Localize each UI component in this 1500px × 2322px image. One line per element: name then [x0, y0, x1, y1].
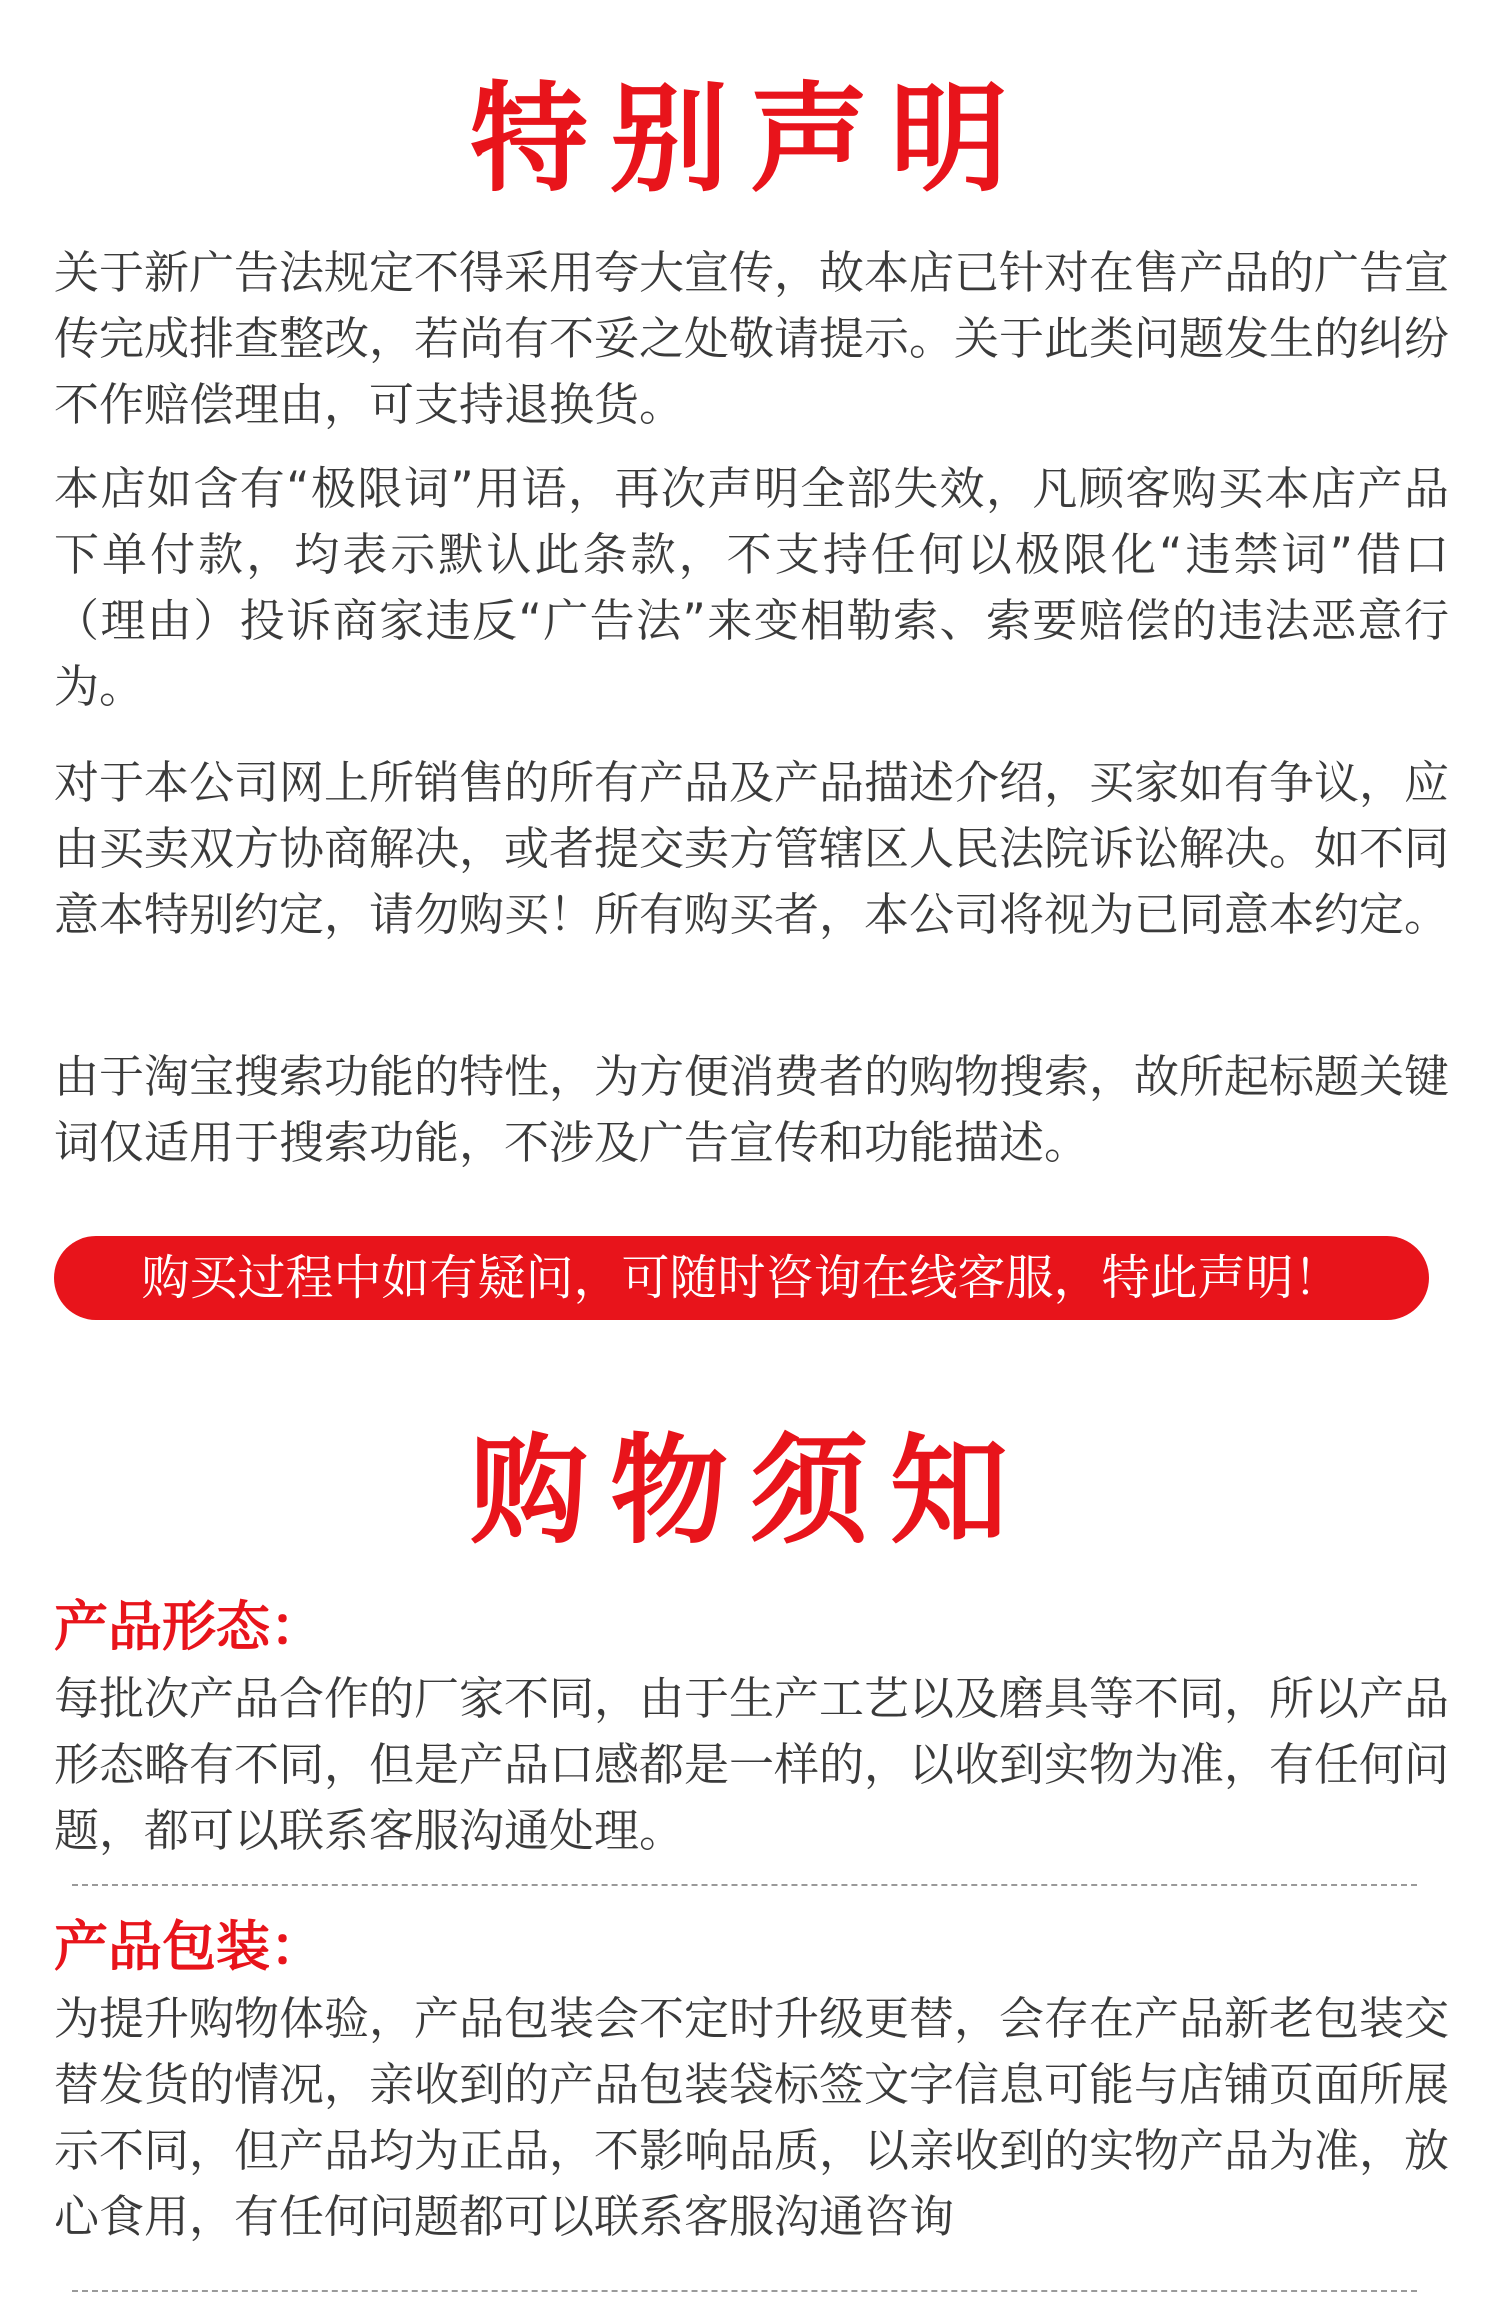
declaration-title: 特别声明 — [469, 70, 1030, 208]
declaration-paragraph-3: 对于本公司网上所销售的所有产品及产品描述介绍，买家如有争议，应由买卖双方协商解决，或者提交卖方管辖区人民法院诉讼解决。如不同意本特别约定，请勿购买！所有购买者，本公司将视为已同意本约定。 — [54, 756, 1450, 941]
declaration-paragraph-4: 由于淘宝搜索功能的特性，为方便消费者的购物搜索，故所起标题关键词仅适用于搜索功能，不涉及广告宣传和功能描述。 — [54, 1050, 1450, 1169]
shopping-notice-title: 购物须知 — [469, 1422, 1030, 1560]
section-divider — [72, 2290, 1417, 2292]
section-text-product-form: 每批次产品合作的厂家不同，由于生产工艺以及磨具等不同，所以产品形态略有不同，但是产品口感都是一样的，以收到实物为准，有任何问题，都可以联系客服沟通处理。 — [54, 1672, 1450, 1857]
declaration-paragraph-2: 本店如含有“极限词”用语，再次声明全部失效，凡顾客购买本店产品下单付款，均表示默认此条款，不支持任何以极限化“违禁词”借口（理由）投诉商家违反“广告法”来变相勒索、索要赔偿的违法恶意行为。 — [54, 462, 1449, 713]
section-divider — [72, 1884, 1417, 1886]
declaration-paragraph-1: 关于新广告法规定不得采用夸大宣传，故本店已针对在售产品的广告宣传完成排查整改，若尚有不妥之处敬请提示。关于此类问题发生的纠纷不作赔偿理由，可支持退换货。 — [54, 246, 1450, 431]
section-text-product-packaging: 为提升购物体验，产品包装会不定时升级更替，会存在产品新老包装交替发货的情况，亲收到的产品包装袋标签文字信息可能与店铺页面所展示不同，但产品均为正品，不影响品质，以亲收到的实物产品为准，放心食用，有任何问题都可以联系客服沟通咨询 — [54, 1992, 1450, 2243]
customer-service-banner: 购买过程中如有疑问，可随时咨询在线客服，特此声明！ — [54, 1236, 1429, 1320]
section-heading-product-packaging: 产品包装： — [54, 1915, 324, 1978]
section-heading-product-form: 产品形态： — [54, 1595, 324, 1658]
